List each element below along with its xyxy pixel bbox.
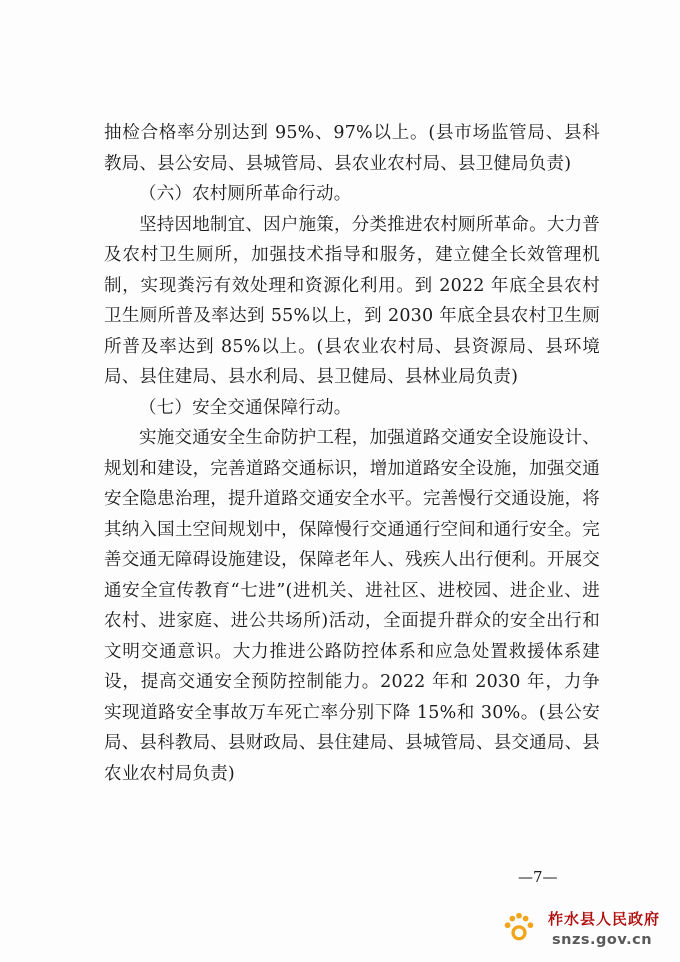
government-logo	[500, 904, 676, 958]
logo-title: 柞水县人民政府	[548, 910, 661, 928]
document-body	[104, 118, 600, 789]
paragraph-rural-toilet: 坚持因地制宜、因户施策，分类推进农村厕所革命。大力普及农村卫生厕所，加强技术指导和服务，建立健全长效管理机制，实现粪污有效处理和资源化利用。到 2022 年底全县农村卫生厕所普及率达到 55%以上，到 2030 年底全县农村卫生厕所普及率达到 85%以上。(县农业农村局、县资源局、县环境局、县住建局、县水利局、县卫健局、县林业局负责)	[104, 214, 600, 387]
section-heading-traffic-safety: （七）安全交通保障行动。	[139, 397, 352, 418]
page-number: —7—	[518, 868, 558, 886]
paragraph-traffic-safety: 实施交通安全生命防护工程，加强道路交通安全设施设计、规划和建设，完善道路交通标识，增加道路安全设施，加强交通安全隐患治理，提升道路交通安全水平。完善慢行交通设施，将其纳入国土空间规划中，保障慢行交通通行空间和通行安全。完善交通无障碍设施建设，保障老年人、残疾人出行便利。开展交通安全宣传教育“七进”(进机关、进社区、进校园、进企业、进农村、进家庭、进公共场所)活动，全面提升群众的安全出行和文明交通意识。大力推进公路防控体系和应急处置救援体系建设，提高交通安全预防控制能力。2022 年和 2030 年，力争实现道路安全事故万车死亡率分别下降 15%和 30%。(县公安局、县科教局、县财政局、县住建局、县城管局、县交通局、县农业农村局负责)	[104, 428, 600, 784]
section-heading-rural-toilet: （六）农村厕所革命行动。	[139, 184, 352, 204]
sun-emblem-icon	[500, 910, 538, 948]
logo-url: snzs.gov.cn	[552, 932, 653, 948]
paragraph-continued: 抽检合格率分别达到 95%、97%以上。(县市场监管局、县科教局、县公安局、县城管局、县农业农村局、县卫健局负责)	[104, 123, 600, 174]
